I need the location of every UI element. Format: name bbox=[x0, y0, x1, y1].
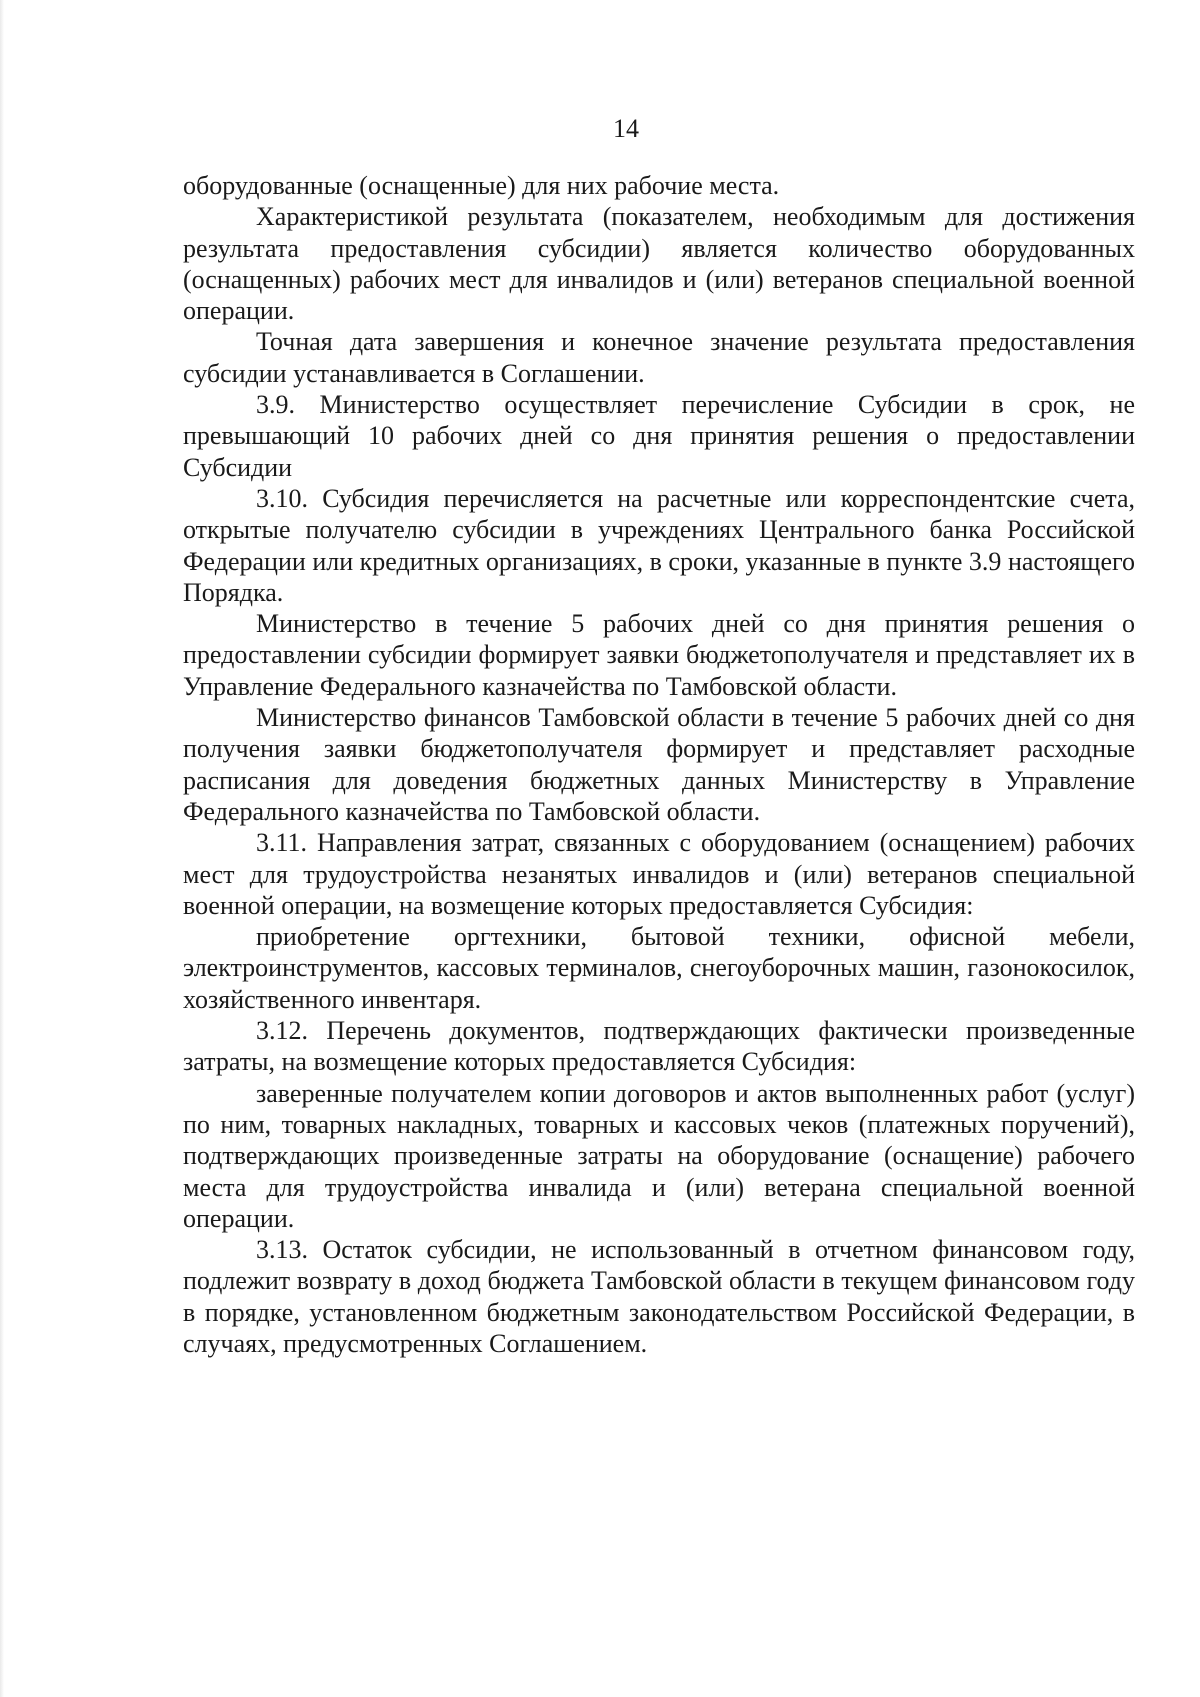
paragraph-finance-ministry: Министерство финансов Тамбовской области в течение 5 рабочих дней со дня получения заявки бюджетополучателя формирует и представляет расходные расписания для доведения бюджетных данных Министерству в Управление Федерального казначейства по Тамбовской области. bbox=[183, 703, 1135, 826]
paragraph-documents-list: заверенные получателем копии договоров и актов выполненных работ (услуг) по ним, товарных накладных, товарных и кассовых чеков (платежных поручений), подтверждающих произведенные затраты на оборудование (оснащение) рабочего места для трудоустройства инвалида и (или) ветерана специальной военной операции. bbox=[183, 1078, 1135, 1233]
paragraph-3-12: 3.12. Перечень документов, подтверждающих фактически произведенные затраты, на возмещение которых предоставляется Субсидия: bbox=[183, 1016, 1135, 1077]
paragraph-ministry-requests: Министерство в течение 5 рабочих дней со дня принятия решения о предоставлении субсидии формирует заявки бюджетополучателя и представляет их в Управление Федерального казначейства по Тамбовской области. bbox=[183, 609, 1135, 701]
paragraph-3-10: 3.10. Субсидия перечисляется на расчетные или корреспондентские счета, открытые получателю субсидии в учреждениях Центрального банка Российской Федерации или кредитных организациях, в сроки, указанные в пункте 3.9 настоящего Порядка. bbox=[183, 483, 1135, 607]
document-body bbox=[183, 170, 1135, 1359]
scan-edge-shadow bbox=[0, 0, 4, 1697]
paragraph-3-9: 3.9. Министерство осуществляет перечисление Субсидии в срок, не превышающий 10 рабочих дней со дня принятия решения о предоставлении Субсидии bbox=[183, 390, 1135, 482]
paragraph-result-date: Точная дата завершения и конечное значение результата предоставления субсидии устанавливается в Соглашении. bbox=[183, 327, 1135, 388]
paragraph-purchase-list: приобретение оргтехники, бытовой техники, офисной мебели, электроинструментов, кассовых терминалов, снегоуборочных машин, газонокосилок, хозяйственного инвентаря. bbox=[183, 922, 1135, 1014]
paragraph-3-13: 3.13. Остаток субсидии, не использованный в отчетном финансовом году, подлежит возврату в доход бюджета Тамбовской области в текущем финансовом году в порядке, установленном бюджетным законодательством Российской Федерации, в случаях, предусмотренных Соглашением. bbox=[183, 1235, 1135, 1358]
page-number: 14 bbox=[613, 114, 639, 143]
paragraph-3-11: 3.11. Направления затрат, связанных с оборудованием (оснащением) рабочих мест для трудоустройства незанятых инвалидов и (или) ветеранов специальной военной операции, на возмещение которых предоставляется Субсидия: bbox=[183, 828, 1135, 920]
paragraph-result-characteristic: Характеристикой результата (показателем, необходимым для достижения результата предоставления субсидии) является количество оборудованных (оснащенных) рабочих мест для инвалидов и (или) ветеранов специальной военной операции. bbox=[183, 202, 1135, 326]
paragraph-continuation: оборудованные (оснащенные) для них рабочие места. bbox=[183, 171, 780, 200]
